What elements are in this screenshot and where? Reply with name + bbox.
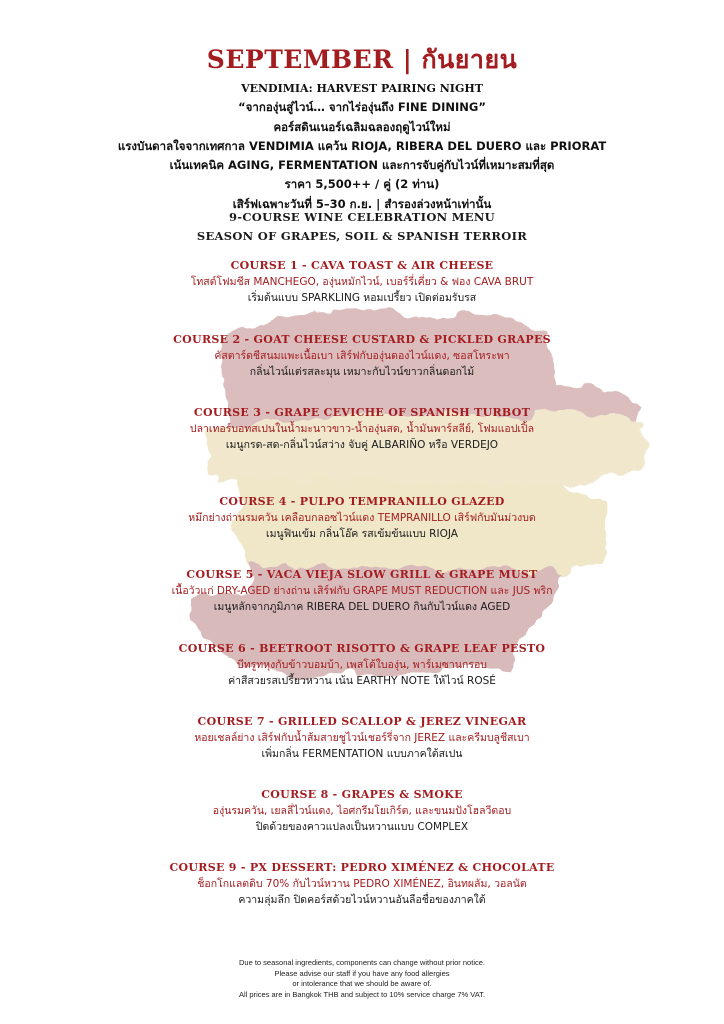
course-title: COURSE 8 - GRAPES & SMOKE [261, 788, 463, 801]
course-note: เมนูหลักจากภูมิภาค RIBERA DEL DUERO กินกับไวน์แดง AGED [213, 601, 511, 613]
menu-heading-line-1: 9-COURSE WINE CELEBRATION MENU [228, 210, 496, 224]
event-technique: เน้นเทคนิค AGING, FERMENTATION และการจับคู่กับไวน์ที่เหมาะสมที่สุด [169, 158, 555, 173]
course-5 [0, 566, 724, 615]
title-thai: กันยายน [421, 45, 518, 74]
course-6 [0, 640, 724, 689]
course-title: COURSE 9 - PX DESSERT: PEDRO XIMÉNEZ & CHOCOLATE [169, 861, 555, 874]
course-description: องุ่นรมควัน, เยลลี่ไวน์แดง, ไอศกรีมโยเกิร์ต, และขนมปังโฮลวีตอบ [212, 805, 512, 817]
course-note: เมนูกรด-สด-กลิ่นไวน์สว่าง จับคู่ ALBARIÑO หรือ VERDEJO [225, 439, 499, 451]
course-description: หมึกย่างถ่านรมควัน เคลือบกลอซไวน์แดง TEMPRANILLO เสิร์ฟกับมันม่วงบด [188, 512, 536, 524]
course-title: COURSE 3 - GRAPE CEVICHE OF SPANISH TURBOT [193, 406, 531, 419]
course-note: เริ่มต้นแบบ SPARKLING หอมเปรี้ยว เปิดต่อมรับรส [247, 292, 477, 304]
course-title: COURSE 1 - CAVA TOAST & AIR CHEESE [230, 259, 494, 272]
course-title: COURSE 5 - VACA VIEJA SLOW GRILL & GRAPE MUST [186, 568, 538, 581]
event-dates: เสิร์ฟเฉพาะวันที่ 5–30 ก.ย. | สำรองล่วงหน้าเท่านั้น [232, 196, 492, 211]
title-english: SEPTEMBER [206, 45, 394, 74]
footer-line-4: All prices are in Bangkok THB and subject to 10% service charge 7% VAT. [239, 989, 485, 999]
course-description: โทสต์โฟมชีส MANCHEGO, องุ่นหมักไวน์, เบอร์รี่เคี่ยว & ฟอง CAVA BRUT [190, 276, 534, 288]
event-subtitle: คอร์สดินเนอร์เฉลิมฉลองฤดูไวน์ใหม่ [273, 119, 451, 134]
footer-notes [0, 958, 724, 1000]
course-title: COURSE 7 - GRILLED SCALLOP & JEREZ VINEGAR [197, 715, 527, 728]
intro-block [0, 79, 724, 214]
title-separator: | [402, 45, 413, 74]
course-8 [0, 786, 724, 835]
course-4 [0, 493, 724, 542]
course-note: เพิ่มกลิ่น FERMENTATION แบบภาคใต้สเปน [261, 748, 463, 760]
event-price: ราคา 5,500++ / คู่ (2 ท่าน) [284, 177, 440, 192]
event-tagline: “จากองุ่นสู่ไวน์… จากไร่องุ่นถึง FINE DINING” [238, 100, 486, 115]
course-title: COURSE 4 - PULPO TEMPRANILLO GLAZED [219, 495, 505, 508]
course-3 [0, 404, 724, 453]
course-7 [0, 713, 724, 762]
course-description: ปลาเทอร์บอทสเปนในน้ำมะนาวขาว-น้ำองุ่นสด, น้ำมันพาร์สลีย์, โฟมแอปเปิ้ล [189, 423, 535, 435]
menu-heading-line-2: SEASON OF GRAPES, SOIL & SPANISH TERROIR [196, 229, 528, 243]
menu-heading [0, 208, 724, 246]
course-note: เมนูฟินเข้ม กลิ่นโอ๊ค รสเข้มข้นแบบ RIOJA [266, 528, 458, 540]
course-title: COURSE 2 - GOAT CHEESE CUSTARD & PICKLED GRAPES [173, 333, 551, 346]
event-inspiration: แรงบันดาลใจจากเทศกาล VENDIMIA แคว้น RIOJA, RIBERA DEL DUERO และ PRIORAT [117, 138, 607, 153]
footer-line-2: Please advise our staff if you have any food allergies [274, 968, 450, 978]
event-name: VENDIMIA: HARVEST PAIRING NIGHT [241, 82, 483, 95]
course-note: ความลุ่มลึก ปิดคอร์สด้วยไวน์หวานอันลือชื่อของภาคใต้ [238, 894, 486, 906]
footer-line-1: Due to seasonal ingredients, components can change without prior notice. [239, 958, 485, 967]
course-note: กลิ่นไวน์แต่รสละมุน เหมาะกับไวน์ขาวกลิ่นดอกไม้ [249, 366, 475, 378]
course-description: ช็อกโกแลตดิบ 70% กับไวน์หวาน PEDRO XIMÉNEZ, อินทผลัม, วอลนัต [197, 878, 527, 890]
course-description: บีทรูทหุงกับข้าวบอมบ้า, เพสโต้ใบองุ่น, พาร์เมซานกรอบ [237, 659, 487, 671]
footer-line-3: or intolerance that we should be aware of. [292, 979, 432, 989]
course-1 [0, 257, 724, 306]
course-note: ปิดด้วยของคาวแปลงเป็นหวานแบบ COMPLEX [255, 821, 469, 833]
course-9 [0, 859, 724, 908]
course-2 [0, 331, 724, 380]
course-description: หอยเชลล์ย่าง เสิร์ฟกับน้ำส้มสายชูไวน์เชอร์รี่จาก JEREZ และครีมบลูชีสเบา [194, 732, 530, 744]
course-title: COURSE 6 - BEETROOT RISOTTO & GRAPE LEAF PESTO [178, 642, 546, 655]
page-title [0, 40, 724, 80]
course-description: คัสตาร์ดชีสนมแพะเนื้อเบา เสิร์ฟกับองุ่นดองไวน์แดง, ซอสโหระพา [214, 350, 510, 362]
course-note: ค่าสีสวยรสเปรี้ยวหวาน เน้น EARTHY NOTE ให้ไวน์ ROSÉ [228, 675, 496, 687]
course-description: เนื้อวัวแก่ DRY-AGED ย่างถ่าน เสิร์ฟกับ GRAPE MUST REDUCTION และ JUS พริก [171, 585, 553, 597]
